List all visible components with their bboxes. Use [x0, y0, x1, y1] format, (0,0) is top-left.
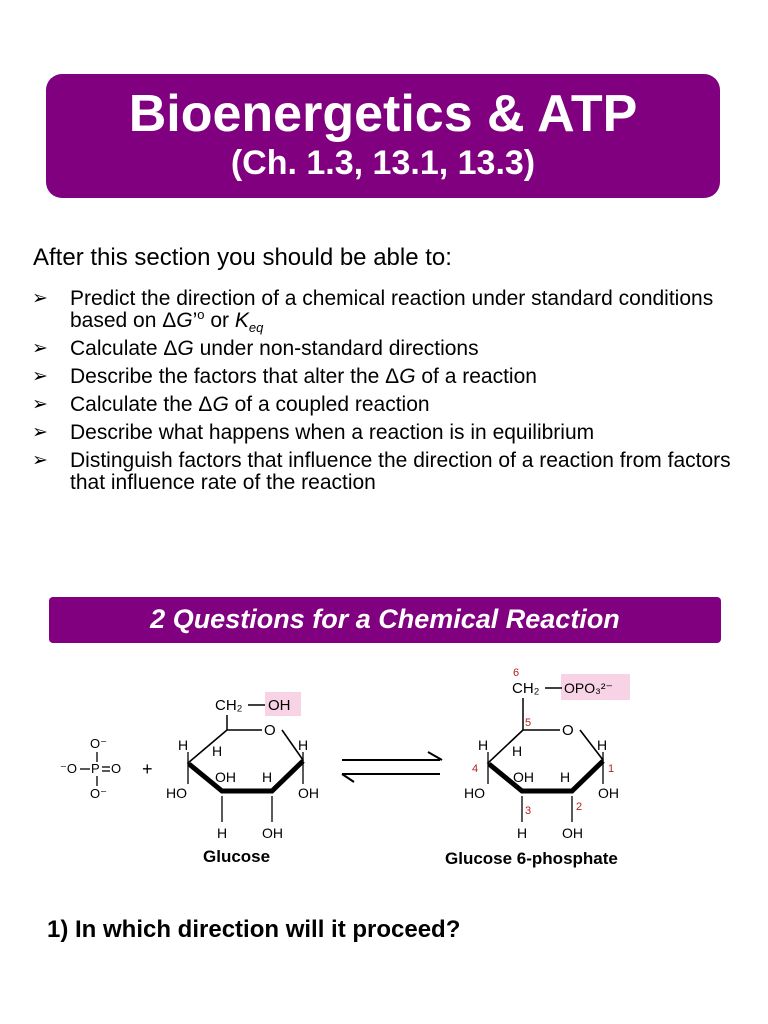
phosphate-bottom-o: O⁻: [90, 786, 107, 801]
phosphate-right-o: O: [111, 761, 122, 776]
glucose-oh-top: OH: [268, 697, 291, 714]
g6p-h-bottom: H: [517, 825, 528, 841]
arrow-bullet-icon: ➢: [32, 394, 48, 415]
g6p-c2: 2: [576, 801, 583, 813]
equilibrium-arrows-icon: [342, 752, 442, 782]
page-title: Bioenergetics & ATP: [128, 85, 638, 143]
phosphate-p: P: [91, 761, 100, 776]
arrow-bullet-icon: ➢: [32, 450, 48, 471]
g6p-c6: 6: [513, 667, 520, 679]
intro-text: After this section you should be able to:: [33, 244, 452, 271]
arrow-bullet-icon: ➢: [32, 422, 48, 443]
question-1: 1) In which direction will it proceed?: [47, 916, 461, 943]
g6p-oh-mid: OH: [513, 769, 534, 785]
g6p-label: Glucose 6-phosphate: [445, 849, 618, 868]
title-banner: [46, 74, 720, 198]
g6p-oh-right: OH: [598, 785, 619, 801]
g6p-ho-left: HO: [464, 785, 485, 801]
arrow-bullet-icon: ➢: [32, 288, 48, 309]
objective-item: ➢ Calculate the ΔG of a coupled reaction: [32, 393, 430, 416]
g6p-h-inner-left: H: [512, 743, 523, 759]
glucose-oh-bottom: OH: [262, 825, 283, 841]
g6p-structure: [445, 667, 630, 868]
g6p-c4: 4: [472, 763, 479, 775]
glucose-ring-o: O: [264, 722, 276, 739]
page-subtitle: (Ch. 1.3, 13.1, 13.3): [230, 144, 536, 182]
glucose-ch2: CH₂: [215, 697, 243, 714]
glucose-h-right: H: [298, 737, 309, 753]
g6p-h-left: H: [478, 737, 489, 753]
g6p-h-right: H: [597, 737, 608, 753]
section-heading: 2 Questions for a Chemical Reaction: [49, 597, 721, 643]
reaction-diagram: [40, 660, 720, 875]
glucose-h-inner-left: H: [212, 743, 223, 759]
g6p-ring-o: O: [562, 722, 574, 739]
glucose-h-left: H: [178, 737, 189, 753]
objective-item: ➢ Calculate ΔG under non-standard directions: [32, 337, 479, 360]
g6p-c5: 5: [525, 717, 532, 729]
g6p-c1: 1: [608, 763, 615, 775]
glucose-h-mid: H: [262, 769, 273, 785]
glucose-oh-mid: OH: [215, 769, 236, 785]
objective-item: ➢ Describe the factors that alter the ΔG of a reaction: [32, 365, 537, 388]
g6p-h-mid: H: [560, 769, 571, 785]
glucose-h-bottom: H: [217, 825, 228, 841]
phosphate-structure: [60, 736, 121, 801]
arrow-bullet-icon: ➢: [32, 366, 48, 387]
plus-sign: +: [142, 759, 153, 779]
g6p-oh-bottom: OH: [562, 825, 583, 841]
objective-item: ➢ Describe what happens when a reaction is in equilibrium: [32, 421, 595, 444]
objectives-list: [32, 288, 732, 500]
g6p-c3: 3: [525, 805, 532, 817]
glucose-label: Glucose: [203, 847, 271, 866]
g6p-opo3: OPO₃²⁻: [564, 680, 613, 696]
glucose-ho-left: HO: [166, 785, 187, 801]
glucose-structure: [166, 692, 319, 866]
arrow-bullet-icon: ➢: [32, 338, 48, 359]
objective-item: ➢ Predict the direction of a chemical reaction under standard conditions based on ΔG’$^o$ or $K_{eq}$: [32, 287, 714, 336]
objective-item: ➢ Distinguish factors that influence the direction of a reaction from factors that influence rate of the reaction: [32, 449, 731, 494]
phosphate-left-o: ⁻O: [60, 761, 77, 776]
glucose-oh-right: OH: [298, 785, 319, 801]
phosphate-top-o: O⁻: [90, 736, 107, 751]
g6p-ch2: CH₂: [512, 680, 540, 697]
